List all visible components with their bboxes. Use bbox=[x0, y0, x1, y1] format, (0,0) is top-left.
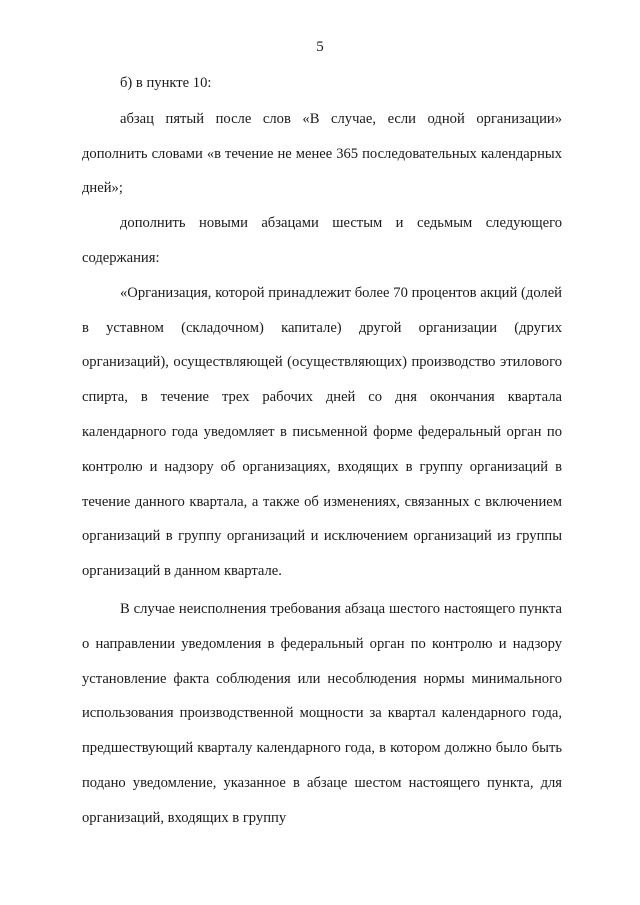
paragraph-quoted-sixth: «Организация, которой принадлежит более 70 процентов акций (долей в уставном (складочном) капитале) другой организации (других организаций), осуществляющей (осуществляющих) производство этилового спирта, в течение трех рабочих дней со дня окончания квартала календарного года уведомляет в письменной форме федеральный орган по контролю и надзору об организациях, входящих в группу организаций в течение данного квартала, а также об изменениях, связанных с включением организаций в группу организаций и исключением организаций из группы организаций в данном квартале. bbox=[82, 284, 562, 580]
paragraph-point-heading: б) в пункте 10: bbox=[120, 75, 212, 91]
paragraph-quoted-seventh: В случае неисполнения требования абзаца шестого настоящего пункта о направлении уведомления в федеральный орган по контролю и надзору установление факта соблюдения или несоблюдения нормы минимального использования производственной мощности за квартал календарного года, предшествующий кварталу календарного года, в котором должно было быть подано уведомление, указанное в абзаце шестом настоящего пункта, для организаций, входящих в группу bbox=[82, 600, 562, 826]
paragraph-amendment-fifth: абзац пятый после слов «В случае, если одной организации» дополнить словами «в течение не менее 365 последовательных календарных дней»; bbox=[82, 110, 562, 197]
page-number: 5 bbox=[316, 39, 324, 55]
paragraph-amendment-add: дополнить новыми абзацами шестым и седьмым следующего содержания: bbox=[82, 215, 562, 266]
document-body bbox=[82, 66, 562, 836]
